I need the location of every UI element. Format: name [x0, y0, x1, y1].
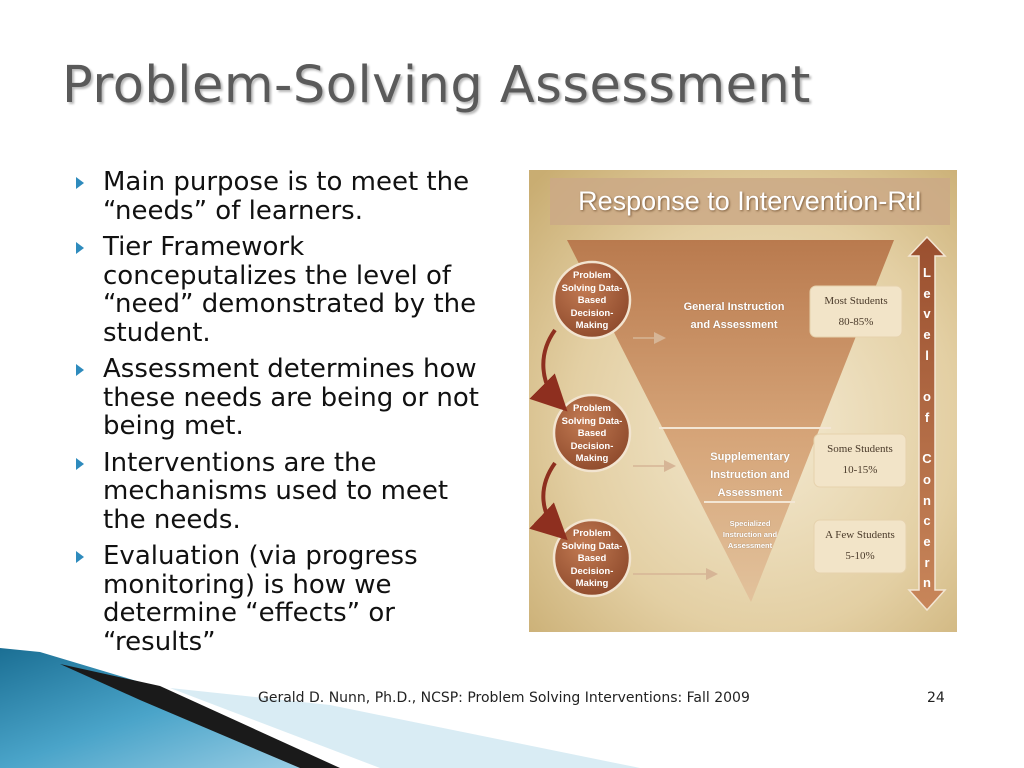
- student-percent: 10-15%: [842, 464, 878, 476]
- concern-letter: [917, 429, 937, 450]
- concern-letter: o: [923, 471, 931, 487]
- bullet-arrow-icon: [76, 177, 84, 189]
- bullet-item: [76, 355, 496, 441]
- student-group-label: Some Students: [827, 443, 893, 455]
- concern-letter: [917, 366, 937, 387]
- slide-title: Problem-Solving Assessment: [62, 56, 811, 115]
- bullet-text: Tier Framework conceputalizes the level of “need” demonstrated by the student.: [103, 232, 477, 348]
- student-percent: 80-85%: [838, 316, 874, 328]
- bullet-item: [76, 542, 496, 656]
- circle-label: Problem Solving Data-Based Decision-Making: [561, 270, 623, 331]
- page-number: 24: [927, 690, 945, 706]
- tier-label-specialized: Specialized Instruction and Assessment: [722, 519, 778, 550]
- bullet-arrow-icon: [76, 364, 84, 376]
- circle-label: Problem Solving Data-Based Decision-Making: [561, 528, 623, 589]
- bullet-arrow-icon: [76, 242, 84, 254]
- concern-letter: L: [923, 265, 931, 280]
- concern-letter: C: [922, 451, 932, 467]
- concern-letter: e: [923, 327, 931, 343]
- bullet-text: Assessment determines how these needs are being or not being met.: [103, 354, 479, 441]
- circle-label: Problem Solving Data-Based Decision-Making: [561, 403, 623, 464]
- bullet-text: Evaluation (via progress monitoring) is how we determine “effects” or “results”: [103, 541, 418, 657]
- bullet-text: Interventions are the mechanisms used to meet the needs.: [103, 447, 449, 535]
- bullet-item: [76, 233, 496, 347]
- student-group-label: Most Students: [824, 295, 888, 307]
- level-of-concern-label: [917, 263, 937, 594]
- tier-label-supplementary: Supplementary Instruction and Assessment: [710, 451, 790, 499]
- bullet-arrow-icon: [76, 458, 84, 470]
- tier-label-general: General Instruction and Assessment: [683, 301, 785, 331]
- concern-letter: e: [923, 533, 931, 549]
- concern-letter: f: [924, 409, 930, 425]
- concern-letter: r: [924, 554, 930, 570]
- bullet-list: [76, 168, 496, 664]
- bullet-text: Main purpose is to meet the “needs” of learners.: [103, 167, 470, 226]
- bullet-arrow-icon: [76, 551, 84, 563]
- concern-letter: v: [923, 306, 931, 322]
- student-percent: 5-10%: [845, 550, 875, 562]
- diagram-title: Response to Intervention-RtI: [578, 186, 922, 216]
- concern-letter: o: [923, 389, 931, 405]
- bullet-item: [76, 449, 496, 535]
- rti-diagram: [529, 170, 957, 632]
- concern-letter: n: [923, 575, 931, 591]
- concern-letter: n: [923, 492, 931, 508]
- student-group-label: A Few Students: [825, 529, 895, 541]
- slide-footer: Gerald D. Nunn, Ph.D., NCSP: Problem Solving Interventions: Fall 2009: [258, 690, 750, 706]
- concern-letter: c: [923, 513, 931, 529]
- bullet-item: [76, 168, 496, 225]
- concern-letter: l: [925, 347, 929, 363]
- concern-letter: e: [923, 285, 931, 301]
